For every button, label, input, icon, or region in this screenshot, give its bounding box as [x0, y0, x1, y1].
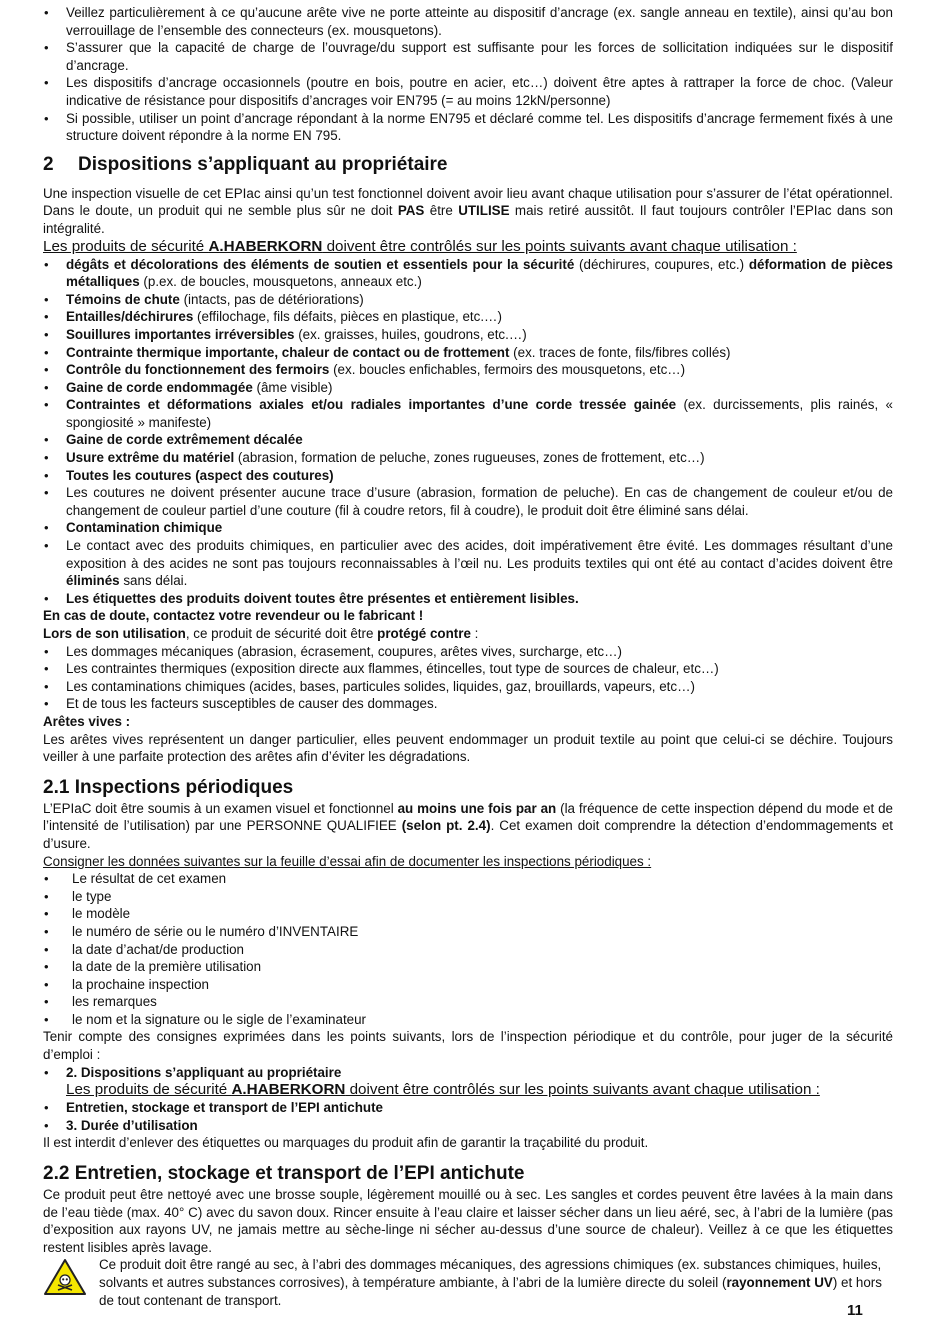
- section-2-2-heading: 2.2 Entretien, stockage et transport de l’EPI antichute: [43, 1163, 525, 1185]
- list-item: • Les dommages mécaniques (abrasion, écrasement, coupures, arêtes vives, surcharge, etc…): [43, 643, 893, 661]
- document-page: [43, 4, 893, 1309]
- list-item: • Usure extrême du matériel (abrasion, formation de peluche, zones rugueuses, zones de frottement, etc…): [43, 449, 893, 467]
- list-item: • le modèle: [43, 905, 893, 923]
- list-item: • Le contact avec des produits chimiques, en particulier avec des acides, doit impérativement être évité. Les dommages résultant d’une exposition à des acides ne sont pas toujours reconnaissables à l’œil nu. Les produits textiles qui ont été au contact d’acides doivent être éliminés sans délai.: [43, 537, 893, 590]
- list-item: • le nom et la signature ou le sigle de l’examinateur: [43, 1011, 893, 1029]
- check-intro: Les produits de sécurité A.HABERKORN doivent être contrôlés sur les points suivants avant chaque utilisation :: [43, 237, 797, 255]
- list-item: • le type: [43, 888, 893, 906]
- list-item: • Toutes les coutures (aspect des coutures): [43, 467, 893, 485]
- list-item: • Les dispositifs d’ancrage occasionnels (poutre en bois, poutre en acier, etc…) doivent être aptes à rattraper la force de choc. (Valeur indicative de résistance pour dispositifs d’ancrages voir EN795 (= au moins 12kN/personne): [43, 74, 893, 109]
- list-item: • Et de tous les facteurs susceptibles de causer des dommages.: [43, 695, 893, 713]
- list-item: • Si possible, utiliser un point d’ancrage répondant à la norme EN795 et déclaré comme tel. Les dispositifs d’ancrage fermement fixés à une structure doivent répondre à la norme EN 795.: [43, 110, 893, 145]
- section-2-paragraph: Une inspection visuelle de cet EPIac ainsi qu’un test fonctionnel doivent avoir lieu avant chaque utilisation pour s’assurer de l’état opérationnel. Dans le doute, un produit qui ne semble plus sûr ne doit PAS être UTILISE mais retiré aussitôt. Il faut toujours contrôler l’EPIac dans son intégralité.: [43, 185, 894, 236]
- list-item: • la prochaine inspection: [43, 976, 893, 994]
- section-2-1-paragraph-2: Tenir compte des consignes exprimées dans les points suivants, lors de l’inspection périodique et du contrôle, pour juger de la sécurité d’emploi :: [43, 1029, 893, 1063]
- list-item: • Contrôle du fonctionnement des fermoirs (ex. boucles enfichables, fermoirs des mousquetons, etc…): [43, 361, 893, 379]
- page-number: 11: [847, 1302, 863, 1319]
- storage-warning: [43, 1256, 893, 1309]
- list-item: • Contraintes et déformations axiales et/ou radiales importantes d’une corde tressée gainée (ex. durcissements, plis rainés, « spongiosité » manifeste): [43, 396, 893, 431]
- section-2-2-paragraph: Ce produit peut être nettoyé avec une brosse souple, légèrement mouillé ou à sec. Les sangles et cordes peuvent être lavées à la main dans de l’eau tiède (max. 40° C) avec du savon doux. Rincer ensuite à l’eau claire et laisser sécher dans un lieu aéré, sec, à l’abri de la lumière (pas d’exposition aux rayons UV, ne jamais mettre au sèche-linge ni sécher au-dessus d’une source de chaleur). Veillez à ce que les étiquettes restent lisibles après lavage.: [43, 1187, 893, 1255]
- list-item: • Entretien, stockage et transport de l’EPI antichute: [43, 1099, 893, 1117]
- list-item: • 2. Dispositions s’appliquant au propriétaire: [43, 1064, 893, 1082]
- list-item: • Les contaminations chimiques (acides, bases, particules solides, liquides, gaz, brouillards, vapeurs, etc…): [43, 678, 893, 696]
- list-item: • Contamination chimique: [43, 519, 893, 537]
- list-item: • S’assurer que la capacité de charge de l’ouvrage/du support est suffisante pour les forces de sollicitation indiquées sur le dispositif d’ancrage.: [43, 39, 893, 74]
- list-item: • Les contraintes thermiques (exposition directe aux flammes, étincelles, tout type de sources de chaleur, etc…): [43, 660, 893, 678]
- edges-text: Les arêtes vives représentent un danger particulier, elles peuvent endommager un produit textile au point que celui-ci se déchire. Toujours veiller à une parfaite protection des arêtes afin d’éviter les dégradations.: [43, 731, 893, 765]
- list-item: • 3. Durée d’utilisation: [43, 1117, 893, 1135]
- reference-list-cont: [43, 1099, 893, 1134]
- traceability-note: Il est interdit d’enlever des étiquettes ou marquages du produit afin de garantir la traçabilité du produit.: [43, 1135, 649, 1151]
- doubt-notice: En cas de doute, contactez votre revendeur ou le fabricant !: [43, 608, 424, 624]
- list-item: • Les coutures ne doivent présenter aucune trace d’usure (abrasion, formation de peluche). En cas de changement de couleur et/ou de changement de couleur partiel d’une couture (fil à coudre retors, fil à coudre), le produit doit être éliminé sans délai.: [43, 484, 893, 519]
- list-item: • le numéro de série ou le numéro d’INVENTAIRE: [43, 923, 893, 941]
- check-list: [43, 256, 893, 608]
- list-item: • Gaine de corde extrêmement décalée: [43, 431, 893, 449]
- intro-bullet-list: [43, 4, 893, 145]
- toxic-warning-icon: [43, 1256, 99, 1309]
- list-item: • Gaine de corde endommagée (âme visible): [43, 379, 893, 397]
- list-item: • Entailles/déchirures (effilochage, fils défaits, pièces en plastique, etc.…): [43, 308, 893, 326]
- reference-list: [43, 1064, 893, 1082]
- list-item: • Veillez particulièrement à ce qu’aucune arête vive ne porte atteinte au dispositif d’ancrage (ex. sangle anneau en textile), ainsi qu’au bon verrouillage de l’ensemble des connecteurs (ex. mousquetons).: [43, 4, 893, 39]
- record-list: [43, 870, 893, 1028]
- list-item: • Les étiquettes des produits doivent toutes être présentes et entièrement lisibles.: [43, 590, 893, 608]
- list-item: • dégâts et décolorations des éléments de soutien et essentiels pour la sécurité (déchirures, coupures, etc.) déformation de pièces métalliques (p.ex. de boucles, mousquetons, anneaux etc.): [43, 256, 893, 291]
- section-2-1-paragraph: L’EPIaC doit être soumis à un examen visuel et fonctionnel au moins une fois par an (la fréquence de cette inspection dépend du mode et de l’intensité de l’utilisation) par une PERSONNE QUALIFIEE (selon pt. 2.4). Cet examen doit comprendre la détection d’endommagements et d’usure.: [43, 800, 894, 851]
- list-item: • Contrainte thermique importante, chaleur de contact ou de frottement (ex. traces de fonte, fils/fibres collés): [43, 344, 893, 362]
- section-2-1-heading: 2.1 Inspections périodiques: [43, 776, 294, 798]
- list-item: • Témoins de chute (intacts, pas de détériorations): [43, 291, 893, 309]
- protect-list: [43, 643, 893, 713]
- storage-warning-text: Ce produit doit être rangé au sec, à l’abri des dommages mécaniques, des agressions chimiques (ex. substances chimiques, huiles, solvants et autres substances corrosives), à température ambiante, à l’abri de la lumière directe du soleil (rayonnement UV) et hors de tout contenant de transport.: [99, 1257, 882, 1308]
- list-item: • Souillures importantes irréversibles (ex. graisses, huiles, goudrons, etc.…): [43, 326, 893, 344]
- section-2-heading: 2 Dispositions s’appliquant au propriétaire: [43, 153, 448, 175]
- record-intro: Consigner les données suivantes sur la feuille d’essai afin de documenter les inspections périodiques :: [43, 853, 652, 869]
- list-item: • la date d’achat/de production: [43, 941, 893, 959]
- edges-title: Arêtes vives :: [43, 713, 131, 729]
- reference-subline: Les produits de sécurité A.HABERKORN doivent être contrôlés sur les points suivants avant chaque utilisation :: [66, 1081, 820, 1099]
- list-item: • Le résultat de cet examen: [43, 870, 893, 888]
- list-item: • la date de la première utilisation: [43, 958, 893, 976]
- protect-intro: Lors de son utilisation, ce produit de sécurité doit être protégé contre :: [43, 626, 479, 641]
- list-item: • les remarques: [43, 993, 893, 1011]
